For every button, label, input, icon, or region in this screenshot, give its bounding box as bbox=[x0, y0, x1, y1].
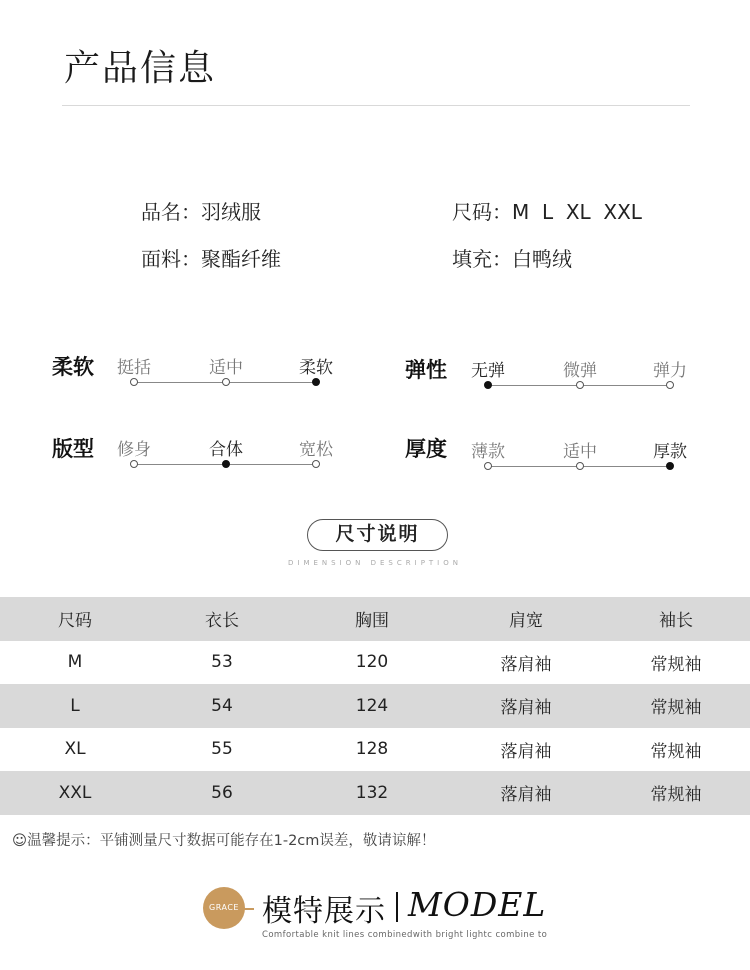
scale-dot bbox=[130, 460, 138, 468]
info-size-label: 尺码： bbox=[452, 200, 512, 224]
model-title-cn: 模特展示 bbox=[262, 894, 386, 929]
model-heading bbox=[0, 880, 750, 960]
scale-dot-selected bbox=[666, 462, 674, 470]
table-row bbox=[0, 641, 750, 685]
page-title: 产品信息 bbox=[64, 48, 217, 89]
table-cell: 54 bbox=[211, 695, 233, 716]
table-header-cell: 肩宽 bbox=[509, 611, 543, 632]
attr-elasticity-label: 弹性 bbox=[405, 358, 447, 382]
table-row bbox=[0, 771, 750, 815]
model-title-en: MODEL bbox=[408, 885, 547, 924]
table-cell: 落肩袖 bbox=[500, 698, 552, 719]
scale-dot bbox=[484, 462, 492, 470]
scale-option-label: 厚款 bbox=[653, 442, 687, 462]
table-header-cell: 衣长 bbox=[205, 611, 239, 632]
table-header-cell: 尺码 bbox=[58, 611, 92, 632]
table-cell: 常规袖 bbox=[650, 698, 702, 719]
table-cell: 落肩袖 bbox=[500, 654, 552, 675]
table-cell: M bbox=[67, 652, 83, 673]
table-cell: 常规袖 bbox=[650, 785, 702, 806]
scale-dot bbox=[312, 460, 320, 468]
model-subtitle: Comfortable knit lines combinedwith bright lightc combine to bbox=[262, 930, 548, 940]
table-cell: XL bbox=[64, 739, 86, 760]
attr-softness-label: 柔软 bbox=[52, 355, 94, 379]
scale-dot bbox=[576, 462, 584, 470]
size-section-subtitle: DIMENSION DESCRIPTION bbox=[287, 559, 462, 567]
scale-dot bbox=[576, 381, 584, 389]
table-row bbox=[0, 728, 750, 772]
table-cell: 53 bbox=[211, 652, 233, 673]
scale-dot-selected bbox=[484, 381, 492, 389]
title-divider bbox=[62, 105, 690, 106]
table-cell: 落肩袖 bbox=[500, 741, 552, 762]
table-cell: 120 bbox=[355, 652, 389, 673]
table-cell: 55 bbox=[211, 739, 233, 760]
scale-dot bbox=[130, 378, 138, 386]
grace-badge: GRACE bbox=[203, 887, 245, 929]
info-fill-label: 填充： bbox=[452, 247, 512, 271]
scale-option-label: 适中 bbox=[563, 442, 597, 462]
info-name-value: 羽绒服 bbox=[201, 200, 261, 224]
attr-fit-scale bbox=[117, 435, 333, 485]
table-row bbox=[0, 684, 750, 728]
scale-option-label: 挺括 bbox=[117, 358, 151, 378]
table-cell: XXL bbox=[58, 782, 92, 803]
table-cell: 56 bbox=[211, 782, 233, 803]
scale-dot bbox=[222, 378, 230, 386]
scale-option-label: 微弹 bbox=[563, 361, 597, 381]
attr-thickness-scale bbox=[471, 437, 687, 487]
scale-option-label: 薄款 bbox=[471, 442, 505, 462]
table-cell: L bbox=[70, 695, 80, 716]
info-fill-value: 白鸭绒 bbox=[512, 247, 572, 271]
info-name bbox=[141, 196, 261, 225]
measurement-tip: ☺温馨提示：平铺测量尺寸数据可能存在1-2cm误差，敬请谅解！ bbox=[12, 833, 436, 849]
scale-option-label: 适中 bbox=[209, 358, 243, 378]
info-fabric bbox=[141, 243, 281, 272]
table-cell: 124 bbox=[355, 695, 389, 716]
table-header-cell: 胸围 bbox=[355, 611, 389, 632]
attr-fit-label: 版型 bbox=[52, 437, 94, 461]
scale-dot-selected bbox=[312, 378, 320, 386]
scale-dot-selected bbox=[222, 460, 230, 468]
scale-option-label: 无弹 bbox=[471, 361, 505, 381]
info-name-label: 品名： bbox=[141, 200, 201, 224]
scale-option-label: 合体 bbox=[209, 440, 243, 460]
info-fabric-label: 面料： bbox=[141, 247, 201, 271]
scale-option-label: 修身 bbox=[117, 440, 151, 460]
table-header-row bbox=[0, 597, 750, 641]
table-cell: 常规袖 bbox=[650, 654, 702, 675]
size-table bbox=[0, 597, 750, 815]
attr-softness-scale bbox=[117, 353, 333, 403]
info-size bbox=[452, 196, 642, 225]
table-header-cell: 袖长 bbox=[659, 611, 693, 632]
table-cell: 128 bbox=[355, 739, 389, 760]
scale-dot bbox=[666, 381, 674, 389]
attr-elasticity-scale bbox=[471, 356, 687, 406]
attr-thickness-label: 厚度 bbox=[405, 437, 447, 461]
scale-option-label: 宽松 bbox=[299, 440, 333, 460]
info-fabric-value: 聚酯纤维 bbox=[201, 247, 281, 271]
table-cell: 常规袖 bbox=[650, 741, 702, 762]
table-cell: 落肩袖 bbox=[500, 785, 552, 806]
size-section-title: 尺寸说明 bbox=[307, 519, 448, 551]
model-title-divider bbox=[396, 892, 398, 922]
scale-option-label: 柔软 bbox=[299, 358, 333, 378]
table-cell: 132 bbox=[355, 782, 389, 803]
scale-option-label: 弹力 bbox=[653, 361, 687, 381]
info-size-value: M L XL XXL bbox=[512, 200, 642, 224]
info-fill bbox=[452, 243, 572, 272]
